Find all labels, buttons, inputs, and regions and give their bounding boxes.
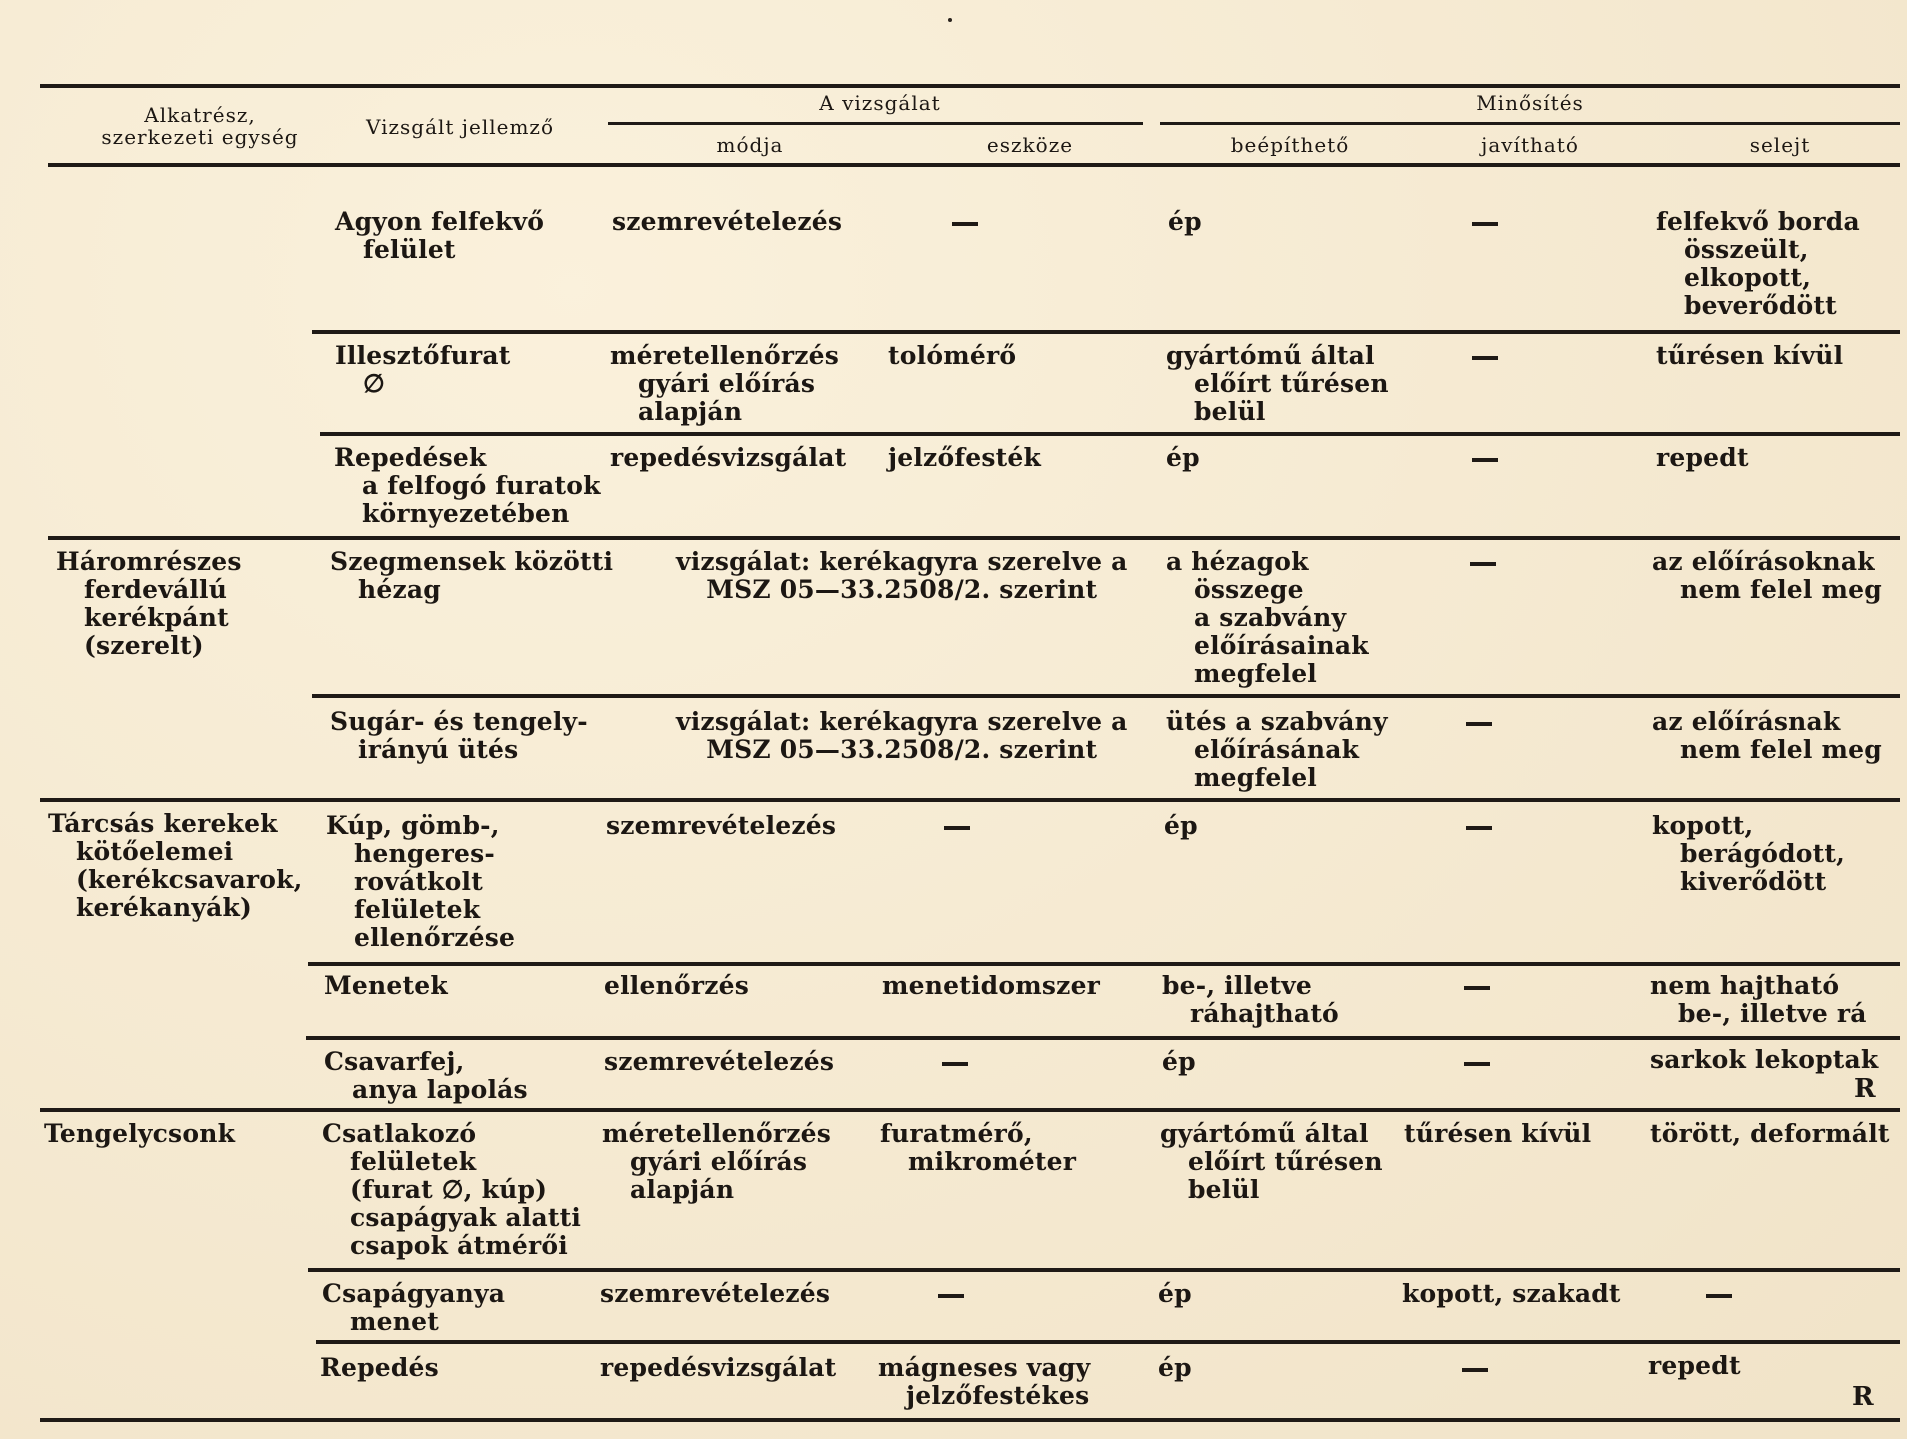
table-cell-scrap: repedt — [1656, 443, 1749, 472]
text-line: az előírásoknak — [1652, 547, 1875, 576]
table-cell-part — [56, 548, 242, 660]
text-line: kiverődött — [1680, 867, 1827, 896]
margin-mark: R — [1854, 1074, 1876, 1104]
text-line: kopott, — [1652, 811, 1754, 840]
row-rule — [312, 694, 1900, 698]
table-cell-method: repedésvizsgálat — [610, 443, 847, 472]
table-cell-scrap: sarkok lekoptak — [1650, 1045, 1879, 1074]
text-line: elkopott, — [1684, 263, 1812, 292]
rating-group-rule — [1160, 122, 1900, 125]
text-line: jelzőfestékes — [906, 1381, 1090, 1410]
dash-mark — [1472, 222, 1498, 226]
table-cell-installable: ép — [1162, 1047, 1196, 1076]
dash-mark — [1470, 562, 1496, 566]
table-cell-scrap — [1650, 972, 1867, 1028]
bottom-rule — [40, 1418, 1900, 1422]
dash-mark — [1464, 986, 1490, 990]
table-cell-feature — [334, 444, 601, 528]
text-line: nem felel meg — [1680, 575, 1882, 604]
table-cell-method: szemrevételezés — [600, 1279, 831, 1308]
header-rating-group: Minősítés — [1476, 91, 1584, 115]
table-cell-installable: ép — [1166, 443, 1200, 472]
header-test-group: A vizsgálat — [819, 91, 941, 115]
text-line: Szegmensek közötti — [330, 547, 614, 576]
dash-mark — [1472, 458, 1498, 462]
dash-mark — [1464, 1062, 1490, 1066]
text-line: felületek — [354, 895, 481, 924]
text-line: belül — [1194, 397, 1266, 426]
table-cell-installable — [1166, 342, 1389, 426]
header-feature: Vizsgált jellemző — [365, 115, 554, 139]
table-cell-method — [610, 342, 839, 426]
margin-mark: R — [1852, 1382, 1874, 1412]
text-line: (kerékcsavarok, — [76, 865, 303, 894]
table-cell-tool: jelzőfesték — [888, 443, 1042, 472]
dash-mark — [1472, 356, 1498, 360]
top-rule — [40, 84, 1900, 88]
text-line: előírásának — [1194, 735, 1360, 764]
table-cell-scrap: tűrésen kívül — [1656, 341, 1844, 370]
text-line: felület — [363, 235, 456, 264]
table-cell-tool: tolómérő — [888, 341, 1017, 370]
text-line: (furat ∅, kúp) — [350, 1175, 548, 1204]
text-line: gyártómű által — [1160, 1119, 1369, 1148]
text-line: nem felel meg — [1680, 735, 1882, 764]
table-cell-installable — [1162, 972, 1339, 1028]
dash-mark — [942, 1062, 968, 1066]
row-rule — [320, 432, 1900, 436]
text-line: összege — [1194, 575, 1304, 604]
table-cell-repairable: kopott, szakadt — [1402, 1279, 1621, 1308]
text-line: ∅ — [363, 369, 385, 398]
text-line: előírt tűrésen — [1194, 369, 1389, 398]
table-cell-method: szemrevételezés — [612, 207, 843, 236]
table-cell-method: szemrevételezés — [604, 1047, 835, 1076]
text-line: a szabvány — [1194, 603, 1347, 632]
text-line: nem hajtható — [1650, 971, 1840, 1000]
table-cell-feature — [335, 208, 544, 264]
text-line: mágneses vagy — [878, 1353, 1091, 1382]
text-line: (szerelt) — [84, 631, 204, 660]
text-line: kerékpánt — [84, 603, 229, 632]
text-line: a hézagok — [1166, 547, 1309, 576]
table-cell-part: Tengelycsonk — [44, 1119, 236, 1148]
table-cell-method — [602, 1120, 831, 1204]
text-line: méretellenőrzés — [610, 341, 839, 370]
row-rule — [312, 330, 1900, 334]
table-cell-scrap: repedt — [1648, 1351, 1741, 1380]
dash-mark — [1462, 1368, 1488, 1372]
table-cell-installable — [1160, 1120, 1383, 1204]
ink-speck — [948, 18, 952, 22]
text-line: mikrométer — [908, 1147, 1077, 1176]
text-line: megfelel — [1194, 763, 1317, 792]
text-line: be-, illetve rá — [1678, 999, 1867, 1028]
text-line: Tárcsás kerekek — [48, 809, 278, 838]
dash-mark — [944, 826, 970, 830]
text-line: Sugár- és tengely- — [330, 707, 588, 736]
text-line: megfelel — [1194, 659, 1317, 688]
dash-mark — [952, 222, 978, 226]
table-cell-repairable: tűrésen kívül — [1404, 1119, 1592, 1148]
header-bottom-rule — [48, 163, 1900, 167]
test-group-rule — [608, 122, 1143, 125]
header-scrap: selejt — [1749, 133, 1811, 157]
text-line: méretellenőrzés — [602, 1119, 831, 1148]
table-cell-scrap — [1652, 708, 1882, 764]
table-cell-merged-test: vizsgálat: kerékagyra szerelve a MSZ 05—33.2508/2. szerint — [676, 547, 1128, 604]
table-cell-scrap — [1652, 548, 1882, 604]
text-line: furatmérő, — [880, 1119, 1033, 1148]
text-line: irányú ütés — [358, 735, 519, 764]
table-cell-feature — [335, 342, 511, 398]
text-line: Csavarfej, — [324, 1047, 465, 1076]
table-cell-feature — [330, 708, 588, 764]
text-line: ellenőrzése — [354, 923, 516, 952]
text-line: alapján — [630, 1175, 735, 1204]
table-cell-feature — [326, 812, 515, 952]
table-cell-part — [48, 810, 303, 922]
text-line: Agyon felfekvő — [335, 207, 545, 236]
text-line: előírásainak — [1194, 631, 1369, 660]
text-line: csapágyak alatti — [350, 1203, 582, 1232]
text-line: hengeres- — [354, 839, 495, 868]
table-cell-installable: ép — [1158, 1279, 1192, 1308]
table-cell-feature — [322, 1280, 505, 1336]
table-cell-feature — [324, 1048, 528, 1104]
table-cell-scrap — [1656, 208, 1860, 320]
text-line: összeült, — [1684, 235, 1809, 264]
row-rule — [316, 1340, 1900, 1344]
text-line: csapok átmérői — [350, 1231, 568, 1260]
table-cell-feature — [322, 1120, 581, 1260]
group-rule — [40, 798, 1900, 802]
text-line: menet — [350, 1307, 439, 1336]
text-line: előírt tűrésen — [1188, 1147, 1383, 1176]
text-line: gyártómű által — [1166, 341, 1375, 370]
table-cell-scrap — [1652, 812, 1845, 896]
text-line: hézag — [358, 575, 441, 604]
table-cell-method: repedésvizsgálat — [600, 1353, 837, 1382]
row-rule — [306, 1036, 1900, 1040]
table-cell-installable — [1166, 548, 1369, 688]
table-cell-feature — [330, 548, 613, 604]
text-line: a felfogó furatok — [362, 471, 601, 500]
header-part: Alkatrész, szerkezeti egység — [101, 103, 299, 149]
text-line: beverődött — [1684, 291, 1837, 320]
dash-mark — [1466, 826, 1492, 830]
text-line: Kúp, gömb-, — [326, 811, 500, 840]
text-line: felületek — [350, 1147, 477, 1176]
text-line: Csatlakozó — [322, 1119, 477, 1148]
table-cell-feature: Repedés — [320, 1353, 439, 1382]
table-cell-feature: Menetek — [324, 971, 448, 1000]
table-cell-method: szemrevételezés — [606, 811, 837, 840]
table-cell-method: ellenőrzés — [604, 971, 750, 1000]
text-line: gyári előírás — [630, 1147, 808, 1176]
table-cell-installable: ép — [1158, 1353, 1192, 1382]
text-line: alapján — [638, 397, 743, 426]
dash-mark — [938, 1294, 964, 1298]
table-cell-merged-test: vizsgálat: kerékagyra szerelve a MSZ 05—33.2508/2. szerint — [676, 707, 1128, 764]
table-cell-tool — [878, 1354, 1090, 1410]
text-line: rovátkolt — [354, 867, 483, 896]
text-line: ráhajtható — [1190, 999, 1339, 1028]
text-line: ferdevállú — [84, 575, 228, 604]
text-line: kerékanyák) — [76, 893, 253, 922]
table-cell-tool: menetidomszer — [882, 971, 1101, 1000]
text-line: felfekvő borda — [1656, 207, 1860, 236]
table-cell-installable: ép — [1168, 207, 1202, 236]
text-line: ütés a szabvány — [1166, 707, 1388, 736]
text-line: be-, illetve — [1162, 971, 1312, 1000]
text-line: belül — [1188, 1175, 1260, 1204]
dash-mark — [1466, 722, 1492, 726]
row-rule — [308, 962, 1900, 966]
text-line: anya lapolás — [352, 1075, 528, 1104]
text-line: Háromrészes — [56, 547, 242, 576]
text-line: Csapágyanya — [322, 1279, 506, 1308]
header-installable: beépíthető — [1230, 133, 1350, 157]
header-tool: eszköze — [986, 133, 1074, 157]
table-cell-installable — [1166, 708, 1388, 792]
text-line: berágódott, — [1680, 839, 1846, 868]
text-line: környezetében — [362, 499, 570, 528]
table-cell-tool — [880, 1120, 1076, 1176]
text-line: Repedések — [334, 443, 487, 472]
table-cell-scrap: törött, deformált — [1650, 1119, 1890, 1148]
text-line: Illesztőfurat — [335, 341, 511, 370]
text-line: az előírásnak — [1652, 707, 1841, 736]
table-cell-installable: ép — [1164, 811, 1198, 840]
group-rule — [40, 1108, 1900, 1112]
group-rule — [48, 536, 1900, 540]
text-line: kötőelemei — [76, 837, 234, 866]
header-method: módja — [716, 133, 784, 157]
dash-mark — [1706, 1294, 1732, 1298]
row-rule — [308, 1268, 1900, 1272]
header-repairable: javítható — [1481, 133, 1579, 157]
text-line: gyári előírás — [638, 369, 816, 398]
